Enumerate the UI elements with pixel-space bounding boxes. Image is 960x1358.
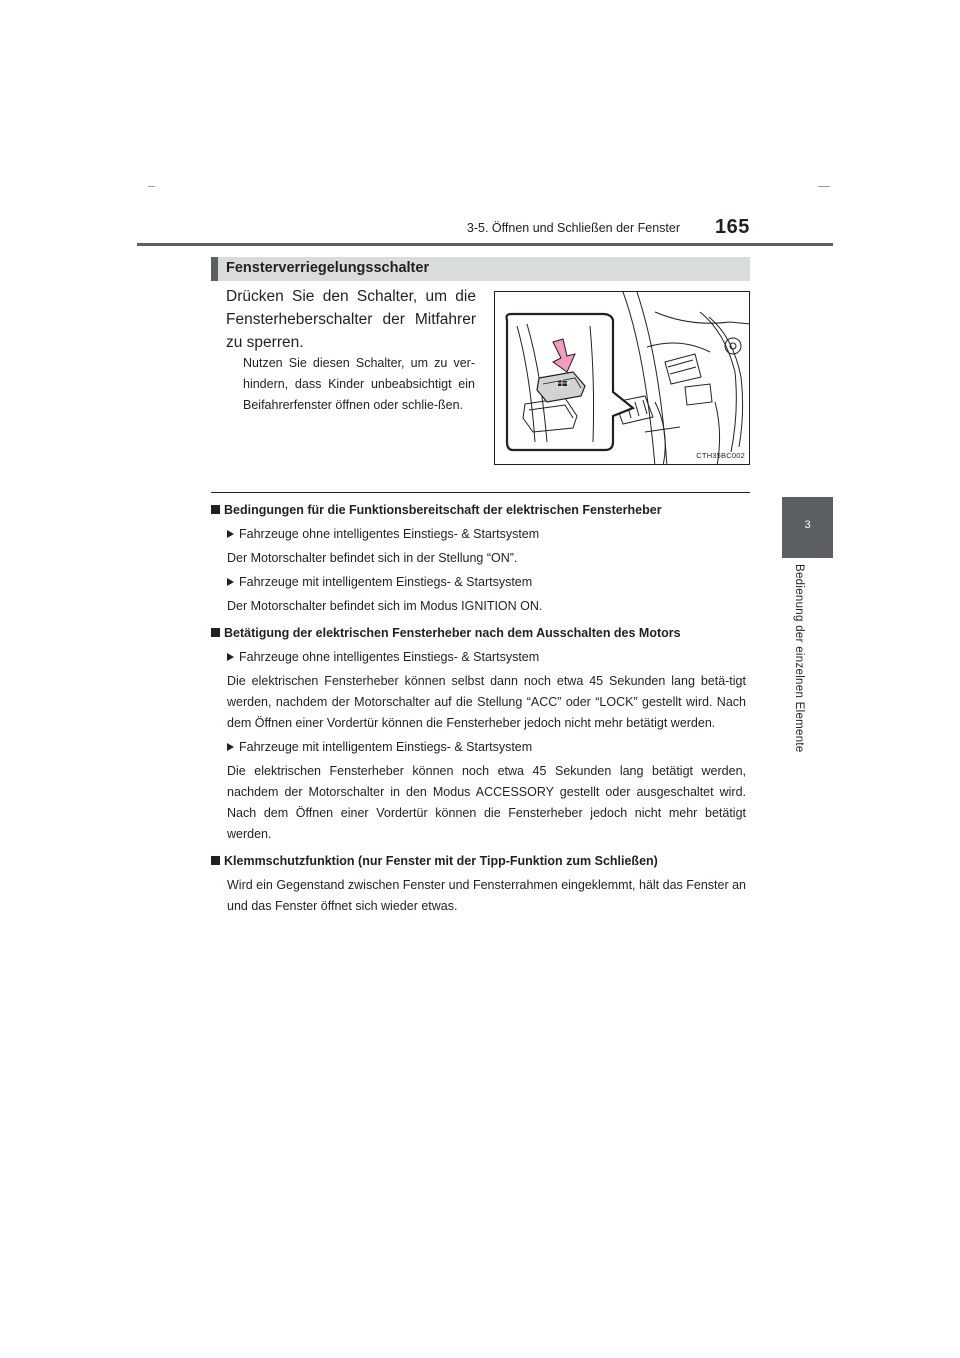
triangle-bullet-icon bbox=[227, 653, 234, 661]
section-heading-bar bbox=[211, 257, 218, 281]
figure-code: CTH35BC002 bbox=[696, 451, 745, 460]
square-bullet-icon bbox=[211, 856, 220, 865]
info-heading-after-engine-off: Betätigung der elektrischen Fensterheber nach dem Ausschalten des Motors bbox=[211, 623, 746, 644]
note-text: Nutzen Sie diesen Schalter, um zu ver-hindern, dass Kinder unbeabsichtigt ein Beifahrerfenster öffnen oder schlie-ßen. bbox=[243, 356, 475, 412]
section-heading-text: Fensterverriegelungsschalter bbox=[226, 260, 430, 276]
list-item: Fahrzeuge mit intelligentem Einstiegs- & Startsystem bbox=[211, 737, 746, 758]
info-divider bbox=[211, 492, 750, 493]
page-number: 165 bbox=[715, 216, 750, 238]
section-heading bbox=[211, 257, 750, 281]
info-heading-conditions: Bedingungen für die Funktionsbereitschaft der elektrischen Fensterheber bbox=[211, 500, 746, 521]
list-item: Fahrzeuge ohne intelligentes Einstiegs- & Startsystem bbox=[211, 524, 746, 545]
instruction-text: Drücken Sie den Schalter, um die Fensterheberschalter der Mitfahrer zu sperren. bbox=[226, 288, 476, 351]
zoom-callout bbox=[507, 314, 634, 450]
chapter-header-title: 3-5. Öffnen und Schließen der Fenster bbox=[466, 221, 680, 235]
triangle-bullet-icon bbox=[227, 530, 234, 538]
list-item: Fahrzeuge ohne intelligentes Einstiegs- & Startsystem bbox=[211, 647, 746, 668]
paragraph: Die elektrischen Fensterheber können noch etwa 45 Sekunden lang betätigt werden, nachdem der Motorschalter in den Modus ACCESSORY gestellt oder ausgeschaltet wird. Nach dem Öffnen einer Vordertür können die Fensterheber jedoch nicht mehr betätigt werden. bbox=[227, 764, 746, 841]
door-panel-drawing bbox=[495, 292, 750, 465]
list-item: Fahrzeuge mit intelligentem Einstiegs- & Startsystem bbox=[211, 572, 746, 593]
info-heading-jam-protection: Klemmschutzfunktion (nur Fenster mit der Tipp-Funktion zum Schließen) bbox=[211, 851, 746, 872]
paragraph: Die elektrischen Fensterheber können selbst dann noch etwa 45 Sekunden lang betä-tigt werden, nachdem der Motorschalter auf die Stellung “ACC” oder “LOCK” gestellt wird. Nach dem Öffnen einer Vordertür können die Fensterheber jedoch nicht mehr betätigt werden. bbox=[227, 674, 746, 730]
triangle-bullet-icon bbox=[227, 743, 234, 751]
window-lock-switch-illustration bbox=[494, 291, 750, 465]
chapter-side-label: Bedienung der einzelnen Elemente bbox=[793, 564, 805, 753]
paragraph: Der Motorschalter befindet sich im Modus IGNITION ON. bbox=[227, 599, 543, 613]
crop-mark-left bbox=[148, 186, 155, 187]
chapter-tab-number: 3 bbox=[804, 519, 811, 531]
square-bullet-icon bbox=[211, 628, 220, 637]
triangle-bullet-icon bbox=[227, 578, 234, 586]
paragraph: Der Motorschalter befindet sich in der Stellung “ON”. bbox=[227, 551, 518, 565]
paragraph: Wird ein Gegenstand zwischen Fenster und Fensterrahmen eingeklemmt, hält das Fenster an und das Fenster öffnet sich wieder etwas. bbox=[227, 878, 747, 913]
header-rule bbox=[137, 243, 833, 246]
info-section bbox=[211, 500, 746, 917]
square-bullet-icon bbox=[211, 505, 220, 514]
crop-mark-right bbox=[818, 186, 830, 187]
